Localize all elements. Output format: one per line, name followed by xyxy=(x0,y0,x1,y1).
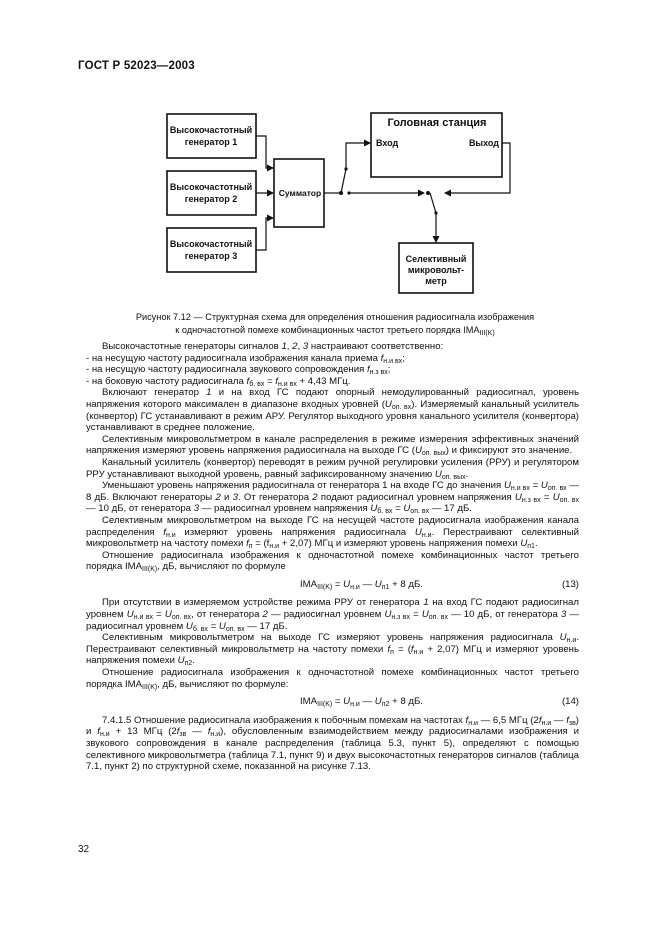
list-item: - на несущую частоту радиосигнала звукового сопровождения $f_{н.з вх}$; xyxy=(86,364,391,377)
figure-caption xyxy=(90,311,580,336)
gen2-label-line1: Высокочастотный xyxy=(169,182,253,192)
gen1-label-line1: Высокочастотный xyxy=(169,125,253,135)
standard-header: ГОСТ Р 52023—2003 xyxy=(78,60,195,72)
voltmeter-label-line1: Селективный xyxy=(405,254,467,264)
caption-line-2: к одночастотной помехе комбинационных частот третьего порядка $IMA_{III(K)}$ xyxy=(175,324,495,337)
summator-label: Сумматор xyxy=(278,188,322,198)
formula-13: $IMA_{III(K)} = U_{н.и}$ — $U_{п1} + 8$ дБ. (13) xyxy=(300,578,579,591)
list-item: - на несущую частоту радиосигнала изображения канала приема $f_{н.и вх}$; xyxy=(86,352,405,365)
gen3-label-line2: генератор 3 xyxy=(184,251,238,261)
generator-2-box xyxy=(167,171,256,215)
voltmeter-label-line3: метр xyxy=(425,276,447,286)
voltmeter-label-line2: микровольт- xyxy=(407,265,465,275)
list-item: - на боковую частоту радиосигнала $f_{б. вх} = f_{н.и вх} + 4,43$ МГц. xyxy=(86,375,351,388)
gen1-label-line2: генератор 1 xyxy=(184,137,238,147)
paragraph: Селективным микровольтметром в канале распределения в режиме измерения эффективных значений напряжения измеряют уровень напряжения радиосигнала на выходе ГС $(U_{оп. вых})$ и фиксируют это значение. xyxy=(86,433,579,458)
paragraph: Отношение радиосигнала изображения к одночастотной помехе комбинационных частот третьего порядка $IMA_{III(K)}$, дБ, вычисляют по формуле: xyxy=(86,667,579,691)
generator-1-box xyxy=(167,114,256,158)
paragraph: Уменьшают уровень напряжения радиосигнала от генератора 1 на входе ГС до значения $U_{н.и вх} = U_{оп. вх}$ — 8 дБ. Включают генераторы 2 и 3. От генератора 2 подают радиосигнал уровнем напряжения $U_{н.з вх} = U_{оп. вх}$ — 10 дБ, от генератора 3 — радиосигнал уровнем напряжения $U_{б. вх} = U_{оп. вх}$ — 17 дБ. xyxy=(86,480,580,516)
paragraph: При отсутствии в измеряемом устройстве режима РРУ от генератора 1 на вход ГС подают радиосигнал уровнем $U_{н.и вх} = U_{оп. вх}$, от генератора 2 — радиосигнал уровнем $U_{н.з вх} = U_{оп. вх}$ — 10 дБ, от генератора 3 — радиосигнал уровнем $U_{б. вх} = U_{оп. вх}$ — 17 дБ. xyxy=(86,597,579,633)
gen3-label-line1: Высокочастотный xyxy=(169,239,253,249)
gen2-label-line2: генератор 2 xyxy=(184,194,238,204)
station-title: Головная станция xyxy=(387,117,487,129)
paragraph: Селективным микровольтметром на выходе ГС измеряют уровень напряжения радиосигнала $U_{н.и}$. Перестраивают селективный микровольтметр на частоту помехи $f_п = (f_{н.и} + 2,07)$ МГц и измеряют уровень напряжения помехи $U_{п2}$. xyxy=(86,632,579,668)
page-number: 32 xyxy=(78,844,90,855)
generator-3-box xyxy=(167,228,256,272)
paragraph: Канальный усилитель (конвертор) переводят в режим ручной регулировки усиления (РРУ) и регулятором РРУ устанавливают выходной уровень, равный зафиксированному значению $U_{оп. вых}$. xyxy=(86,456,579,481)
block-diagram xyxy=(0,0,661,310)
paragraph: Отношение радиосигнала изображения к одночастотной помехе комбинационных частот третьего порядка $IMA_{III(K)}$, дБ, вычисляют по формуле xyxy=(86,549,579,574)
paragraph: Включают генератор 1 и на вход ГС подают опорный немодулированный радиосигнал, уровень напряжения которого максимален в диапазоне входных уровней $(U_{оп. вх})$. Измеряемый канальный усилитель (конвертор) ГС устанавливают в режим АРУ. Регулятор выходного уровня канального усилителя (конвертора) устанавливают в среднее положение. xyxy=(86,387,579,434)
paragraph: Селективным микровольтметром на выходе ГС на несущей частоте радиосигнала изображения канала распределения $f_{н.и}$ измеряют уровень напряжения радиосигнала $U_{н.и}$. Перестраивают селективный микровольтметр на частоту помехи $f_п = (f_{н.и} + 2,07)$ МГц и измеряют уровень напряжения помехи $U_{п1}$. xyxy=(86,514,579,551)
station-output-label: Выход xyxy=(468,138,499,148)
formula-14: $IMA_{III(K)} = U_{н.и}$ — $U_{п2} + 8$ дБ. (14) xyxy=(300,696,579,709)
paragraph: 7.4.1.5 Отношение радиосигнала изображения к побочным помехам на частотах $f_{н.и}$ — 6,5 МГц ($2f_{н.и}$ — $f_{зв}$) и $f_{н.и} + 13$ МГц ($2f_{зв}$ — $f_{н.и}$), обусловленным взаимодействием между радиосигналами изображения и звукового сопровождения в канале распределения (таблица 5.3, пункт 5), определяют с помощью селективного микровольтметра (таблица 7.1, пункт 9) и двух высокочастотных генераторов сигналов (таблица 7.1, пункт 2) по структурной схеме, показанной на рисунке 7.13. xyxy=(86,714,579,773)
paragraph: Высокочастотные генераторы сигналов 1, 2, 3 настраивают соответственно: xyxy=(102,341,444,352)
caption-line-1: Рисунок 7.12 — Структурная схема для определения отношения радиосигнала изображения xyxy=(135,312,535,322)
body-text xyxy=(86,341,579,773)
station-input-label: Вход xyxy=(376,138,399,148)
